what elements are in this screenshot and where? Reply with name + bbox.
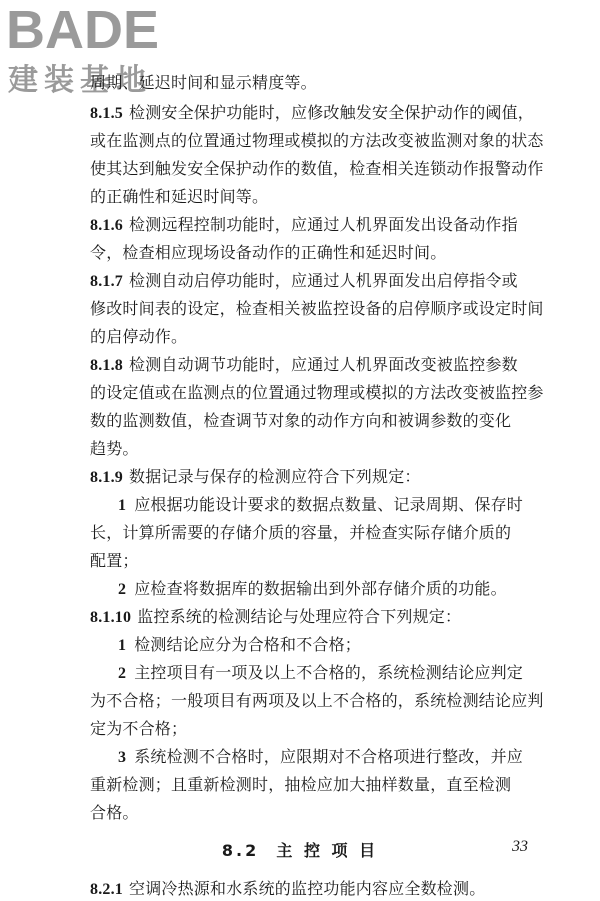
clause-8-1-5: [90, 102, 550, 125]
clause-number: 8.1.10: [90, 609, 132, 626]
item-text: 系统检测不合格时，应限期对不合格项进行整改，并应: [134, 747, 524, 766]
item-text: 应根据功能设计要求的数据点数量、记录周期、保存时: [134, 495, 524, 514]
clause-number: 8.1.5: [90, 105, 123, 122]
item-number: 3: [118, 749, 127, 766]
list-item-2: [118, 662, 578, 685]
section-heading-8-2: [0, 838, 600, 861]
item-line: 合格。: [90, 803, 139, 822]
clause-text: 检测自动启停功能时，应通过人机界面发出启停指令或: [129, 271, 518, 290]
section-title: 主 控 项 目: [276, 841, 379, 860]
clause-text: 空调冷热源和水系统的监控功能内容应全数检测。: [129, 879, 486, 898]
item-line: 定为不合格；: [90, 719, 188, 738]
clause-line: 的启停动作。: [90, 327, 188, 346]
clause-line: 的正确性和延迟时间等。: [90, 187, 269, 206]
list-item-1: [118, 494, 578, 517]
item-text: 主控项目有一项及以上不合格的，系统检测结论应判定: [134, 663, 524, 682]
clause-number: 8.1.6: [90, 217, 123, 234]
clause-8-1-7: [90, 270, 550, 293]
clause-line: 的设定值或在监测点的位置通过物理或模拟的方法改变被监控参: [90, 383, 544, 402]
item-line: 重新检测；且重新检测时，抽检应加大抽样数量，直至检测: [90, 775, 512, 794]
logo-subtitle-text: 建装基地: [8, 63, 152, 96]
item-number: 2: [118, 581, 127, 598]
list-item-2: [118, 578, 578, 601]
item-number: 2: [118, 665, 127, 682]
clause-number: 8.1.9: [90, 469, 123, 486]
list-item-1: [118, 634, 578, 657]
clause-number: 8.2.1: [90, 881, 123, 898]
item-number: 1: [118, 497, 127, 514]
clause-8-1-10: [90, 606, 550, 629]
clause-line: 或在监测点的位置通过物理或模拟的方法改变被监测对象的状态: [90, 131, 544, 150]
clause-text: 检测安全保护功能时，应修改触发安全保护动作的阈值，: [129, 103, 535, 122]
item-line: 配置；: [90, 551, 139, 570]
clause-text: 监控系统的检测结论与处理应符合下列规定：: [137, 607, 462, 626]
clause-line: 使其达到触发安全保护动作的数值，检查相关连锁动作报警动作: [90, 159, 544, 178]
clause-number: 8.1.8: [90, 357, 123, 374]
clause-text: 数据记录与保存的检测应符合下列规定：: [129, 467, 421, 486]
list-item-3: [118, 746, 578, 769]
page-number: 33: [512, 838, 528, 855]
logo-brand-text: BADE: [6, 0, 160, 60]
clause-text: 检测远程控制功能时，应通过人机界面发出设备动作指: [129, 215, 518, 234]
clause-number: 8.1.7: [90, 273, 123, 290]
clause-line: 数的监测数值，检查调节对象的动作方向和被调参数的变化: [90, 411, 512, 430]
clause-8-1-6: [90, 214, 550, 237]
item-text: 应检查将数据库的数据输出到外部存储介质的功能。: [134, 579, 507, 598]
clause-line: 趋势。: [90, 439, 139, 458]
section-number: 8.2: [221, 841, 260, 860]
item-line: 为不合格；一般项目有两项及以上不合格的，系统检测结论应判: [90, 691, 544, 710]
clause-8-1-8: [90, 354, 550, 377]
fragment-line: 周期、延迟时间和显示精度等。: [90, 73, 317, 92]
clause-line: 修改时间表的设定，检查相关被监控设备的启停顺序或设定时间: [90, 299, 544, 318]
item-line: 长，计算所需要的存储介质的容量，并检查实际存储介质的: [90, 523, 512, 542]
item-number: 1: [118, 637, 127, 654]
clause-line: 令，检查相应现场设备动作的正确性和延迟时间。: [90, 243, 447, 262]
clause-8-1-9: [90, 466, 550, 489]
item-text: 检测结论应分为合格和不合格；: [134, 635, 362, 654]
clause-text: 检测自动调节功能时，应通过人机界面改变被监控参数: [129, 355, 518, 374]
clause-8-2-1: [90, 878, 550, 901]
